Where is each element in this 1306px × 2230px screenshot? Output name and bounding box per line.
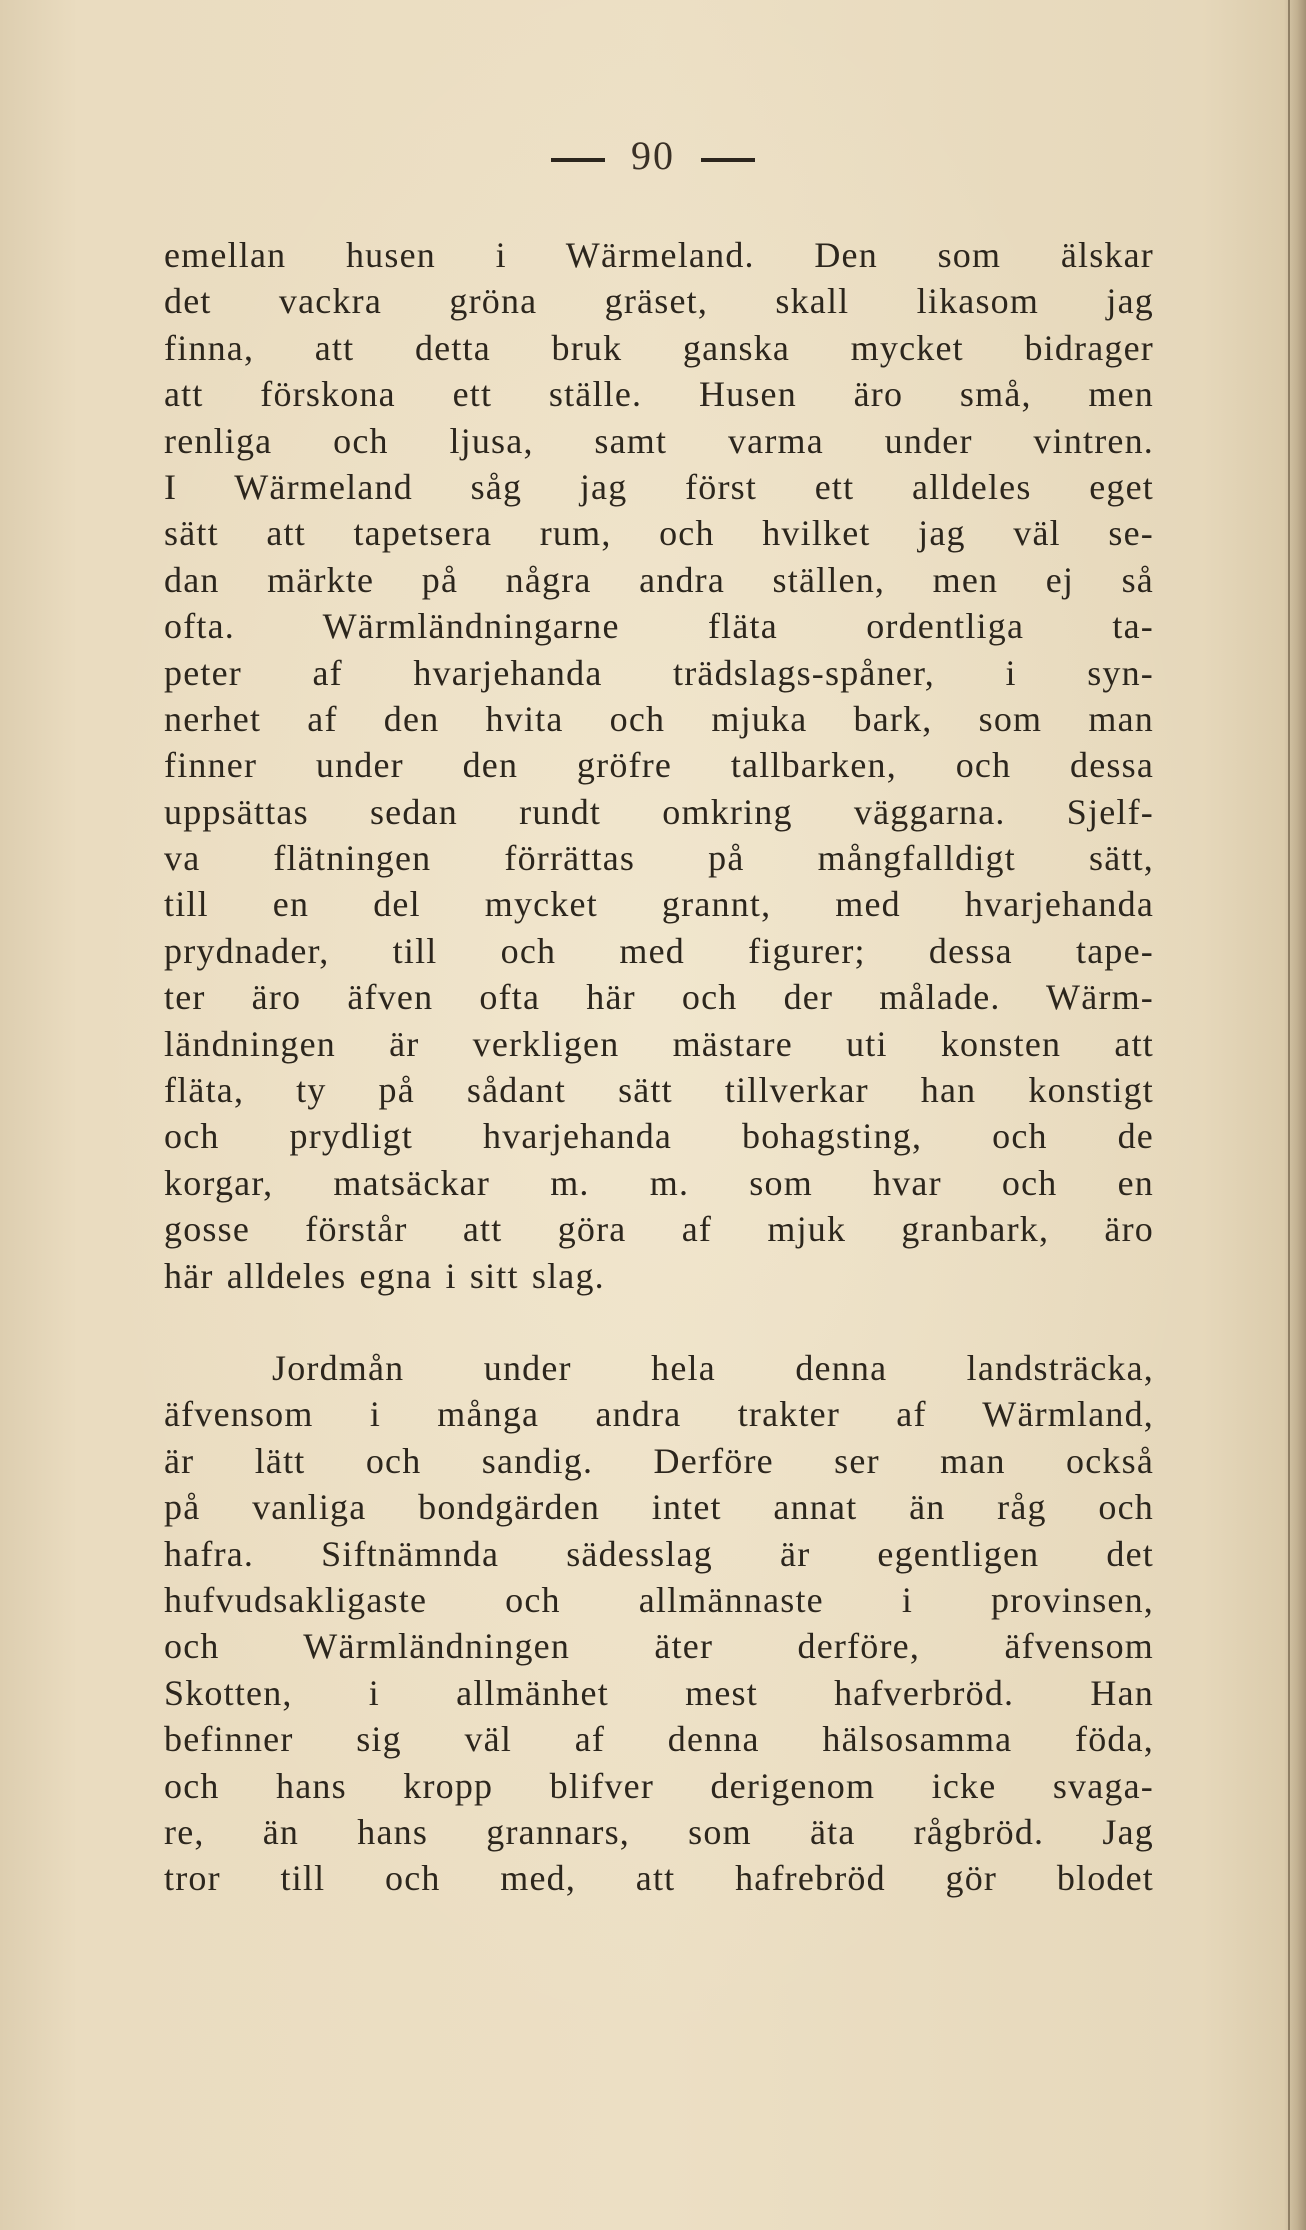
text-line: är lätt och sandig. Derföre ser man också (164, 1440, 1154, 1481)
text-line: och prydligt hvarjehanda bohagsting, och de (164, 1116, 1154, 1157)
text-line: ländningen är verkligen mästare uti konsten att (164, 1023, 1154, 1064)
body-text (164, 232, 1154, 1902)
text-line: emellan husen i Wärmeland. Den som älskar (164, 235, 1154, 275)
text-line: uppsättas sedan rundt omkring väggarna. Sjelf- (164, 791, 1154, 832)
text-line: till en del mycket grannt, med hvarjehanda (164, 884, 1154, 925)
text-line: tror till och med, att hafrebröd gör blodet (164, 1858, 1154, 1899)
paragraph (164, 1345, 1154, 1902)
text-line: I Wärmeland såg jag först ett alldeles eget (164, 466, 1154, 507)
text-line: prydnader, till och med figurer; dessa tape- (164, 930, 1154, 971)
header-right-dash (701, 158, 755, 162)
text-line: dan märkte på några andra ställen, men ej så (164, 559, 1154, 600)
paragraph (164, 232, 1154, 1299)
header-left-dash (551, 158, 605, 162)
text-line: det vackra gröna gräset, skall likasom jag (164, 281, 1154, 322)
text-line: Skotten, i allmänhet mest hafverbröd. Han (164, 1672, 1154, 1713)
text-line: korgar, matsäckar m. m. som hvar och en (164, 1162, 1154, 1203)
text-line: och hans kropp blifver derigenom icke svaga- (164, 1765, 1154, 1806)
text-line: finner under den gröfre tallbarken, och dessa (164, 745, 1154, 786)
page-edge-line (1288, 0, 1290, 2230)
text-line: och Wärmländningen äter derföre, äfvensom (164, 1626, 1154, 1667)
text-line: befinner sig väl af denna hälsosamma föda, (164, 1719, 1154, 1760)
page-header (0, 132, 1306, 179)
text-line: finna, att detta bruk ganska mycket bidrager (164, 327, 1154, 368)
text-line: fläta, ty på sådant sätt tillverkar han konstigt (164, 1070, 1154, 1111)
page-number: 90 (631, 133, 675, 178)
text-line: peter af hvarjehanda trädslags-spåner, i syn- (164, 652, 1154, 693)
text-line: nerhet af den hvita och mjuka bark, som man (164, 698, 1154, 739)
text-line: gosse förstår att göra af mjuk granbark, äro (164, 1209, 1154, 1250)
text-line: på vanliga bondgärden intet annat än råg och (164, 1487, 1154, 1528)
text-line: va flätningen förrättas på mångfalldigt sätt, (164, 838, 1154, 879)
text-line: äfvensom i många andra trakter af Wärmland, (164, 1394, 1154, 1435)
text-line: re, än hans grannars, som äta rågbröd. Jag (164, 1811, 1154, 1852)
text-line: här alldeles egna i sitt slag. (164, 1255, 605, 1296)
text-line: renliga och ljusa, samt varma under vintren. (164, 420, 1154, 461)
text-line: hafra. Siftnämnda sädesslag är egentligen det (164, 1533, 1154, 1574)
text-line: sätt att tapetsera rum, och hvilket jag väl se- (164, 513, 1154, 554)
text-line: ter äro äfven ofta här och der målade. Wärm- (164, 977, 1154, 1018)
text-line: ofta. Wärmländningarne fläta ordentliga ta- (164, 606, 1154, 647)
text-line: Jordmån under hela denna landsträcka, (272, 1347, 1154, 1388)
text-line: att förskona ett ställe. Husen äro små, men (164, 374, 1154, 415)
paragraph-gap (164, 1299, 1154, 1345)
text-line: hufvudsakligaste och allmännaste i provinsen, (164, 1579, 1154, 1620)
